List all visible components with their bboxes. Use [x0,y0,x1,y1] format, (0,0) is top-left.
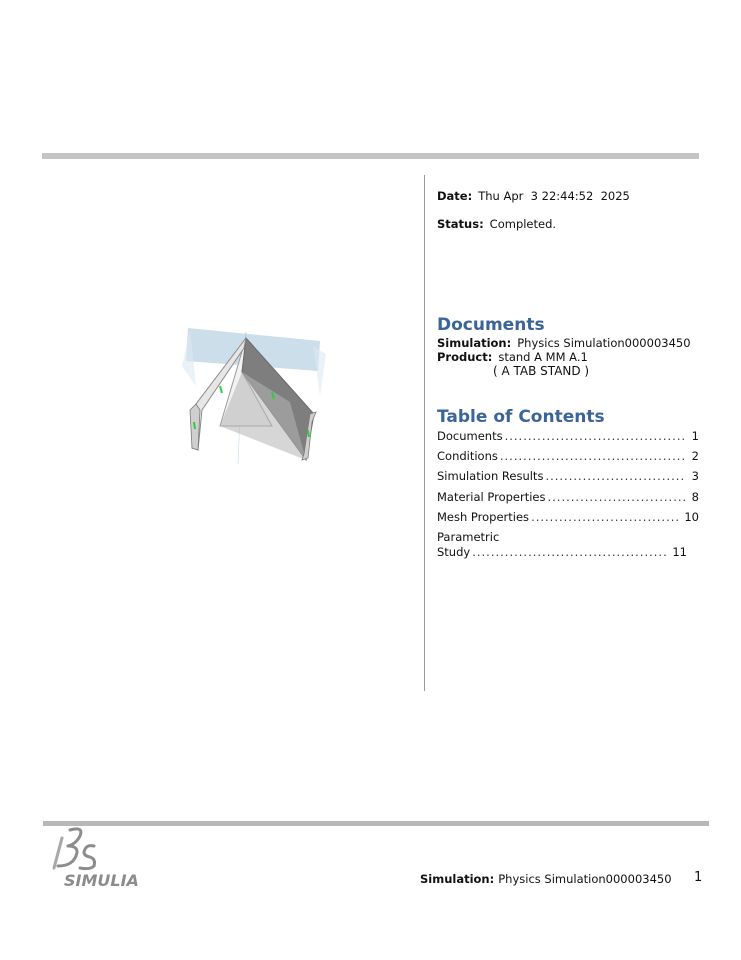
toc-entry-page: 10 [684,510,699,524]
toc-entry-label: Study [437,545,471,559]
document-simulation-label: Simulation: [437,336,512,350]
document-simulation-line [437,336,691,350]
toc-entry-page: 2 [691,449,699,463]
toc-entry-parametric-study[interactable] [437,545,687,559]
document-product-line [437,350,588,364]
model-preview-image [178,326,328,466]
toc-entry-page: 8 [691,490,699,504]
toc-entry-page: 1 [691,429,699,443]
toc-entry-simulation-results[interactable] [437,469,699,483]
toc-leader-dots [531,510,678,524]
toc-entry-conditions[interactable] [437,449,699,463]
page-number: 1 [694,870,703,885]
toc-entry-mesh-properties[interactable] [437,510,699,524]
toc-leader-dots [472,545,666,559]
toc-entry-parametric-line1: Parametric [437,530,500,544]
toc-leader-dots [505,429,686,443]
toc-leader-dots [548,490,686,504]
documents-heading: Documents [437,315,545,335]
simulia-logo-text: SIMULIA [64,871,139,890]
footer-simulation-value: Physics Simulation000003450 [498,872,672,886]
toc-leader-dots [545,469,685,483]
column-divider [424,175,425,691]
toc-entry-label: Material Properties [437,490,546,504]
toc-heading: Table of Contents [437,407,605,427]
toc-leader-dots [500,449,686,463]
date-value: Thu Apr 3 22:44:52 2025 [478,189,630,203]
status-value: Completed. [489,217,557,231]
toc-entry-documents[interactable] [437,429,699,443]
document-product-label: Product: [437,350,493,364]
toc-entry-label: Documents [437,429,503,443]
date-line [437,189,630,203]
status-label: Status: [437,217,484,231]
document-simulation-value: Physics Simulation000003450 [517,336,691,350]
header-rule [42,153,699,159]
status-line [437,217,556,231]
toc-entry-page: 3 [691,469,699,483]
toc-entry-page: 11 [672,545,687,559]
toc-entry-label: Conditions [437,449,498,463]
document-product-value: stand A MM A.1 [498,350,588,364]
simulia-logo [50,824,160,890]
toc-entry-label: Simulation Results [437,469,544,483]
footer-simulation-line [420,872,672,886]
footer-simulation-label: Simulation: [420,872,495,886]
product-description: ( A TAB STAND ) [493,364,590,378]
toc-entry-label: Mesh Properties [437,510,530,524]
toc-entry-material-properties[interactable] [437,490,699,504]
date-label: Date: [437,189,473,203]
